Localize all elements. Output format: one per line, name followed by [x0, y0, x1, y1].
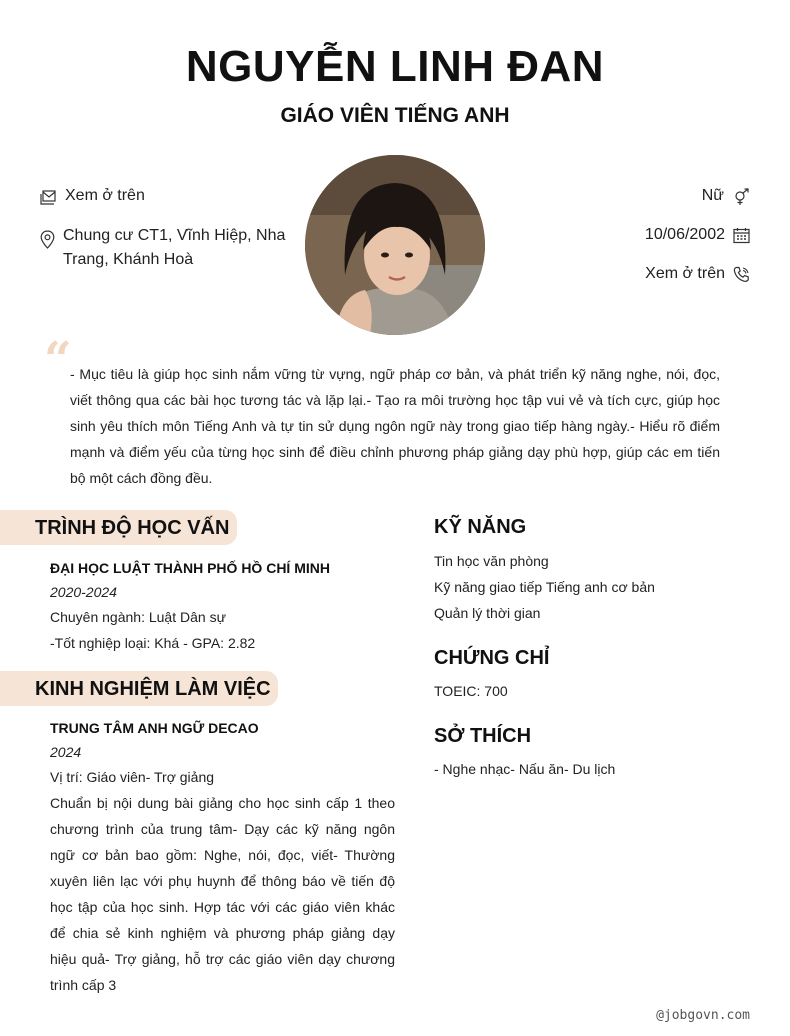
skill-item: Quản lý thời gian	[434, 605, 541, 621]
phone-icon	[733, 266, 750, 283]
education-major: Chuyên ngành: Luật Dân sự	[50, 609, 226, 625]
experience-year: 2024	[50, 744, 82, 760]
job-title: GIÁO VIÊN TIẾNG ANH	[280, 104, 510, 127]
gender-row	[702, 187, 750, 206]
quote-icon: “	[44, 332, 72, 388]
birthday-value: 10/06/2002	[644, 226, 725, 243]
career-objective: - Mục tiêu là giúp học sinh nắm vững từ vựng, ngữ pháp cơ bản, và phát triển kỹ năng nghe, nói, đọc, viết thông qua các bài học tương tác và lặp lại.- Tạo ra môi trường học tập vui vẻ và tích cực, giúp học sinh yêu thích môn Tiếng Anh và tự tin sử dụng ngôn ngữ này trong giao tiếp hàng ngày.- Hiểu rõ điểm mạnh và điểm yếu của từng học sinh để điều chỉnh phương pháp giảng dạy phù hợp, giúp các em tiến bộ một cách đồng đều.	[70, 366, 720, 486]
experience-description: Chuẩn bị nội dung bài giảng cho học sinh cấp 1 theo chương trình của trung tâm- Dạy các kỹ năng ngôn ngữ cơ bản bao gồm: Nghe, nói, đọc, viết- Thường xuyên liên lạc với phụ huynh để thông báo về tiến độ học tập của học sinh. Hợp tác với các giáo viên khác để chia sẻ kinh nghiệm và phương pháp giảng dạy hiệu quả- Trợ giảng, hỗ trợ các giáo viên dạy chương trình cấp 3	[50, 795, 395, 993]
address-value: Chung cư CT1, Vĩnh Hiệp, Nha Trang, Khánh Hoà	[63, 227, 286, 268]
skill-item: Tin học văn phòng	[434, 553, 549, 569]
experience-heading: KINH NGHIỆM LÀM VIỆC	[0, 671, 278, 706]
email-row	[40, 187, 145, 206]
calendar-icon	[733, 227, 750, 244]
experience-company: TRUNG TÂM ANH NGỮ DECAO	[50, 720, 259, 736]
education-grade: -Tốt nghiệp loại: Khá - GPA: 2.82	[50, 635, 256, 651]
candidate-name: NGUYỄN LINH ĐAN	[185, 42, 605, 91]
email-value: Xem ở trên	[65, 187, 145, 204]
profile-photo	[305, 155, 485, 335]
certificates-heading: CHỨNG CHỈ	[434, 647, 550, 669]
hobbies-heading: SỞ THÍCH	[434, 725, 532, 747]
hobby-item: - Nghe nhạc- Nấu ăn- Du lịch	[434, 761, 616, 777]
phone-row	[645, 265, 750, 283]
education-school: ĐẠI HỌC LUẬT THÀNH PHỐ HỒ CHÍ MINH	[50, 560, 330, 576]
birthday-row	[645, 226, 750, 244]
skill-item: Kỹ năng giao tiếp Tiếng anh cơ bản	[434, 579, 655, 595]
watermark: @jobgovn.com	[656, 1008, 750, 1023]
envelope-icon	[40, 189, 57, 206]
education-heading: TRÌNH ĐỘ HỌC VẤN	[0, 510, 237, 545]
gender-icon	[732, 188, 750, 206]
address-row	[40, 226, 290, 272]
certificate-item: TOEIC: 700	[434, 683, 508, 699]
location-pin-icon	[40, 230, 55, 249]
experience-position: Vị trí: Giáo viên- Trợ giảng	[50, 769, 215, 785]
education-period: 2020-2024	[50, 584, 117, 600]
skills-heading: KỸ NĂNG	[434, 516, 527, 538]
phone-value: Xem ở trên	[645, 265, 725, 282]
gender-value: Nữ	[701, 187, 724, 204]
